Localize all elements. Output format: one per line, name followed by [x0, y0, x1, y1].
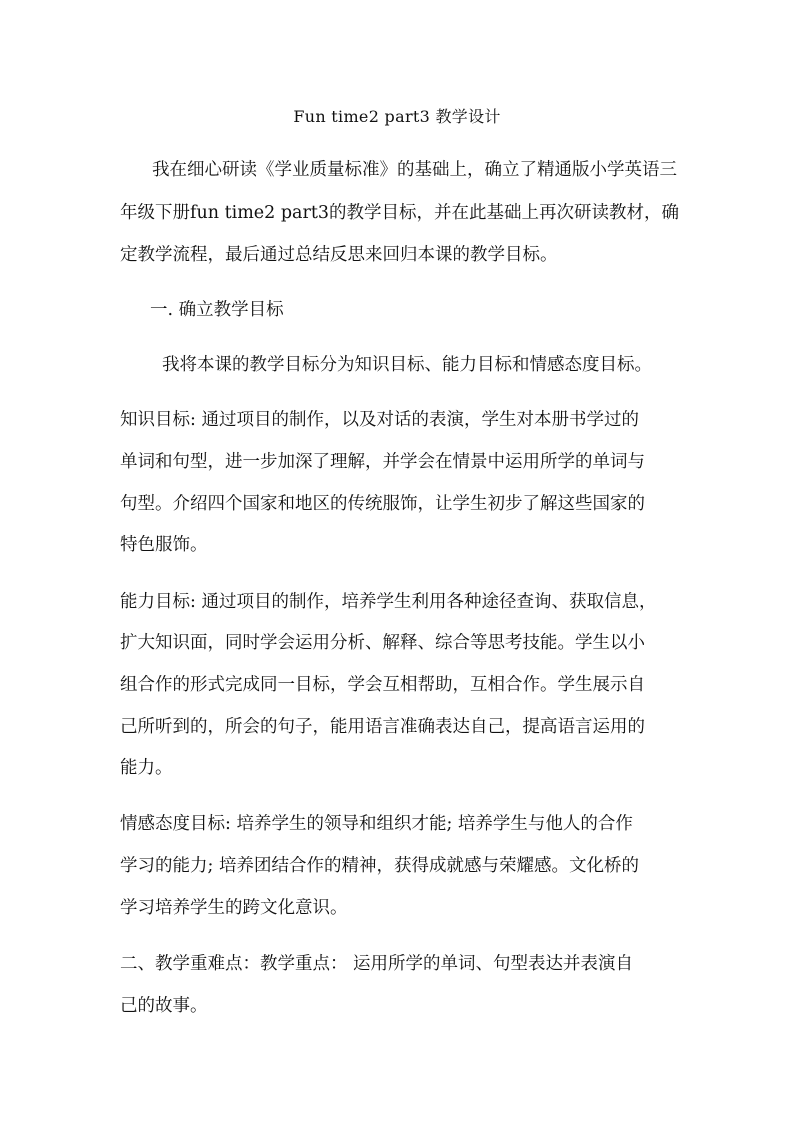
ability-objective-line-4: 己所听到的，所会的句子，能用语言准确表达自己，提高语言运用的 — [120, 717, 645, 737]
section-heading-objectives: 一. 确立教学目标 — [150, 300, 284, 320]
paragraph-intro-line-3: 定教学流程，最后通过总结反思来回归本课的教学目标。 — [120, 245, 558, 265]
attitude-objective-line-1: 情感态度目标: 培养学生的领导和组织才能; 培养学生与他人的合作 — [120, 814, 633, 834]
paragraph-intro-line-1: 我在细心研读《学业质量标准》的基础上，确立了精通版小学英语三 — [152, 160, 677, 180]
knowledge-objective-line-3: 句型。介绍四个国家和地区的传统服饰，让学生初步了解这些国家的 — [120, 494, 645, 514]
paragraph-intro-line-2: 年级下册fun time2 part3的教学目标，并在此基础上再次研读教材，确 — [120, 203, 680, 223]
paragraph-objectives-summary: 我将本课的教学目标分为知识目标、能力目标和情感态度目标。 — [162, 355, 652, 375]
ability-objective-line-5: 能力。 — [120, 758, 173, 778]
document-title: Fun time2 part3 教学设计 — [293, 107, 501, 126]
knowledge-objective-line-4: 特色服饰。 — [120, 535, 208, 555]
ability-objective-line-1: 能力目标: 通过项目的制作，培养学生利用各种途径查询、获取信息， — [120, 592, 657, 612]
key-points-line-1: 二、教学重难点：教学重点： 运用所学的单词、句型表达并表演自 — [120, 954, 634, 974]
ability-objective-line-3: 组合作的形式完成同一目标，学会互相帮助，互相合作。学生展示自 — [120, 675, 645, 695]
knowledge-objective-line-2: 单词和句型，进一步加深了理解，并学会在情景中运用所学的单词与 — [120, 452, 645, 472]
knowledge-objective-line-1: 知识目标: 通过项目的制作，以及对话的表演，学生对本册书学过的 — [120, 410, 639, 430]
attitude-objective-line-2: 学习的能力; 培养团结合作的精神，获得成就感与荣耀感。文化桥的 — [120, 856, 639, 876]
ability-objective-line-2: 扩大知识面，同时学会运用分析、解释、综合等思考技能。学生以小 — [120, 633, 645, 653]
key-points-line-2: 己的故事。 — [120, 996, 208, 1016]
attitude-objective-line-3: 学习培养学生的跨文化意识。 — [120, 898, 348, 918]
